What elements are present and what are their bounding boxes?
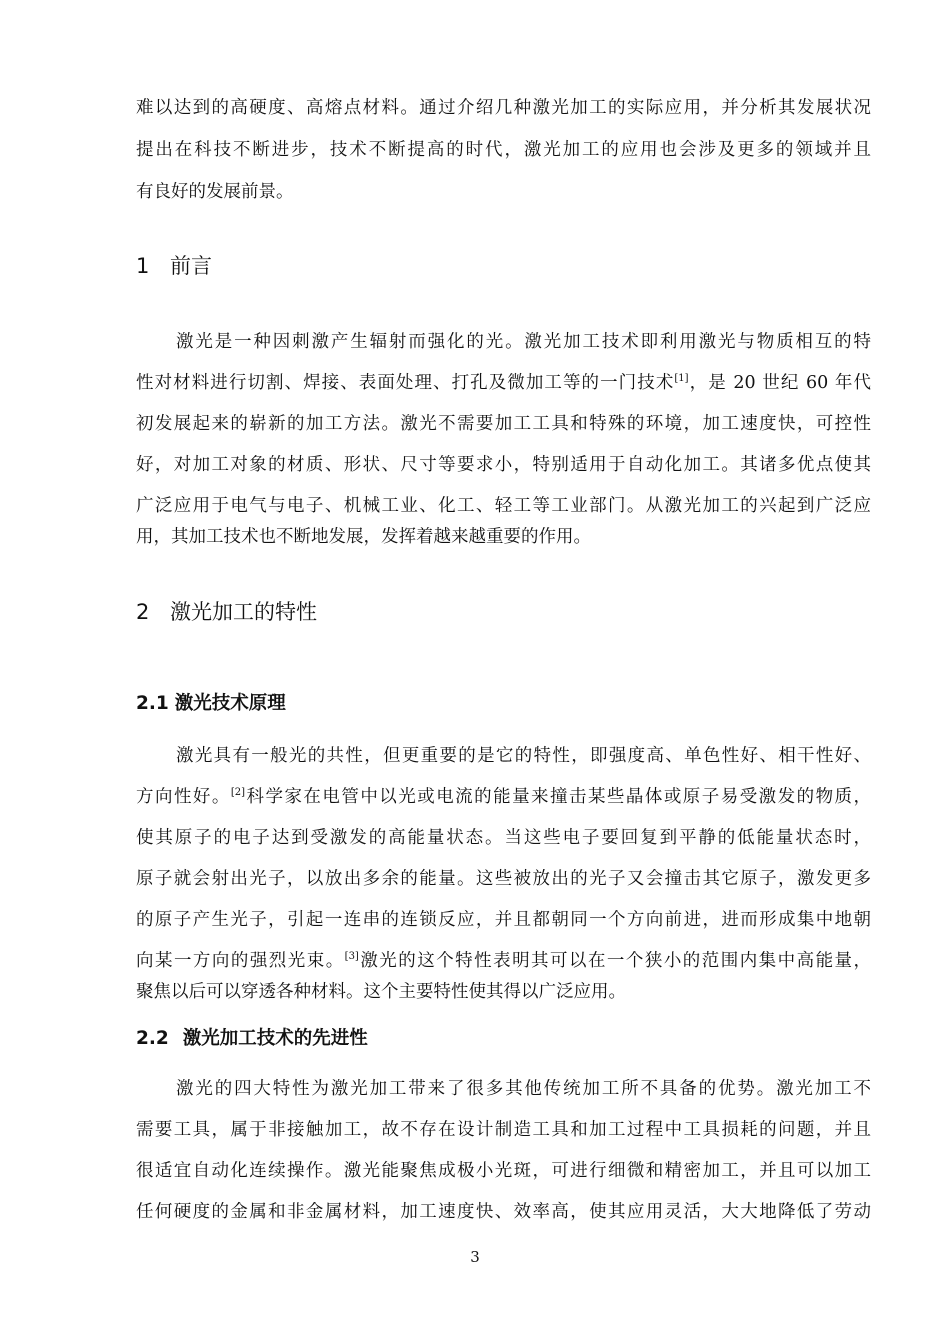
paragraph-line: 有良好的发展前景。 bbox=[136, 182, 294, 202]
subsection-title: 激光技术原理 bbox=[174, 693, 286, 714]
paragraph-line: 难以达到的高硬度、高熔点材料。通过介绍几种激光加工的实际应用，并分析其发展状况 bbox=[136, 98, 871, 118]
paragraph-line: 提出在科技不断进步，技术不断提高的时代，激光加工的应用也会涉及更多的领域并且 bbox=[136, 140, 871, 160]
section-heading-1 bbox=[136, 251, 212, 281]
citation-ref: [2] bbox=[230, 787, 246, 798]
paragraph-line: 激光具有一般光的共性，但更重要的是它的特性，即强度高、单色性好、相干性好、 bbox=[176, 746, 871, 766]
subsection-heading-2-1 bbox=[136, 690, 286, 718]
paragraph-line: 的原子产生光子，引起一连串的连锁反应，并且都朝同一个方向前进，进而形成集中地朝 bbox=[136, 910, 871, 930]
section-number: 1 bbox=[136, 254, 150, 278]
paragraph-line: 激光的四大特性为激光加工带来了很多其他传统加工所不具备的优势。激光加工不 bbox=[176, 1079, 871, 1099]
subsection-number: 2.2 bbox=[136, 1028, 169, 1049]
section-title: 前言 bbox=[170, 254, 212, 278]
section-number: 2 bbox=[136, 600, 150, 624]
paragraph-line: 原子就会射出光子，以放出多余的能量。这些被放出的光子又会撞击其它原子，激发更多 bbox=[136, 869, 871, 889]
citation-ref: [3] bbox=[344, 951, 359, 962]
paragraph-line: 很适宜自动化连续操作。激光能聚焦成极小光斑，可进行细微和精密加工，并且可以加工 bbox=[136, 1161, 871, 1181]
paragraph-line: 激光是一种因刺激产生辐射而强化的光。激光加工技术即利用激光与物质相互的特 bbox=[176, 332, 871, 352]
subsection-number: 2.1 bbox=[136, 693, 169, 714]
paragraph-line: 任何硬度的金属和非金属材料，加工速度快、效率高，使其应用灵活，大大地降低了劳动 bbox=[136, 1202, 871, 1222]
section-title: 激光加工的特性 bbox=[170, 600, 317, 624]
page-number: 3 bbox=[470, 1248, 480, 1266]
paragraph-line: 需要工具，属于非接触加工，故不存在设计制造工具和加工过程中工具损耗的问题，并且 bbox=[136, 1120, 871, 1140]
paragraph-line: 广泛应用于电气与电子、机械工业、化工、轻工等工业部门。从激光加工的兴起到广泛应 bbox=[136, 496, 871, 516]
paragraph-line: 初发展起来的崭新的加工方法。激光不需要加工工具和特殊的环境，加工速度快，可控性 bbox=[136, 414, 871, 434]
citation-ref: [1] bbox=[674, 373, 689, 384]
paragraph-line: 方向性好。[2]科学家在电管中以光或电流的能量来撞击某些晶体或原子易受激发的物质， bbox=[136, 787, 872, 807]
section-heading-2 bbox=[136, 597, 317, 627]
subsection-heading-2-2 bbox=[136, 1025, 368, 1053]
paragraph-line: 用，其加工技术也不断地发展，发挥着越来越重要的作用。 bbox=[136, 527, 591, 547]
paragraph-line: 聚焦以后可以穿透各种材料。这个主要特性使其得以广泛应用。 bbox=[136, 982, 626, 1002]
subsection-title: 激光加工技术的先进性 bbox=[182, 1028, 368, 1049]
paragraph-line: 好，对加工对象的材质、形状、尺寸等要求小，特别适用于自动化加工。其诸多优点使其 bbox=[136, 455, 871, 475]
paragraph-line: 使其原子的电子达到受激发的高能量状态。当这些电子要回复到平静的低能量状态时， bbox=[136, 828, 871, 848]
paragraph-line: 向某一方向的强烈光束。[3]激光的这个特性表明其可以在一个狭小的范围内集中高能量， bbox=[136, 951, 872, 971]
paragraph-line: 性对材料进行切割、焊接、表面处理、打孔及微加工等的一门技术[1]，是 20 世纪 60 年代 bbox=[136, 373, 871, 393]
